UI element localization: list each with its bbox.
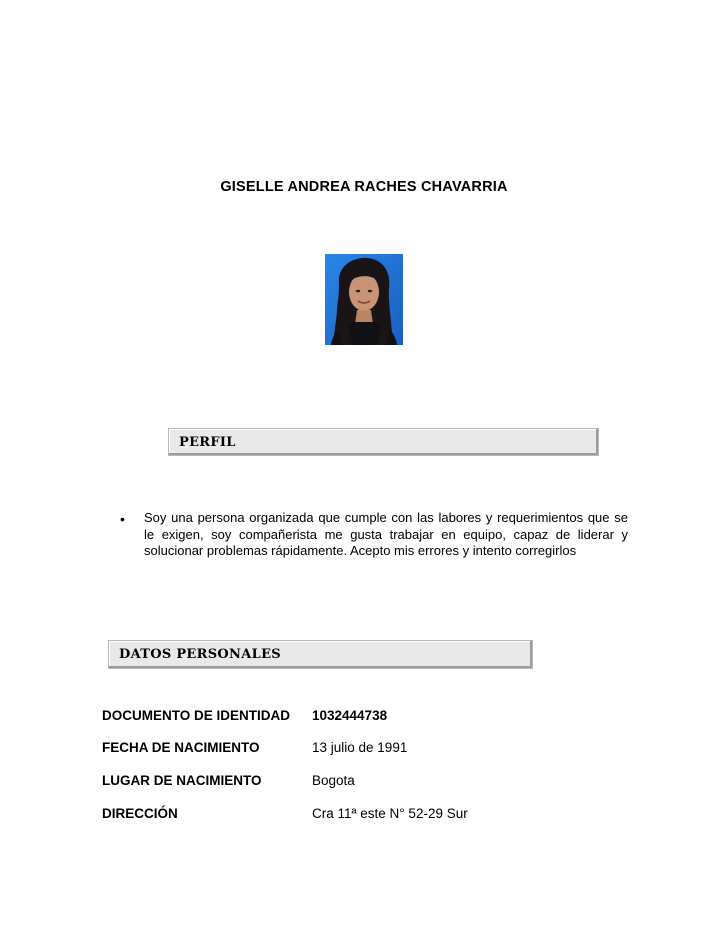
row-value: Cra 11ª este N° 52-29 Sur	[312, 806, 468, 821]
list-item: Soy una persona organizada que cumple con las labores y requerimientos que se le exigen, soy compañerista me gusta trabajar en equipo, capaz de liderar y solucionar problemas rápidamente. Acepto mis errores y intento corregirlos	[144, 510, 628, 558]
portrait-icon	[325, 254, 403, 345]
row-value: Bogota	[312, 773, 355, 788]
row-label: DIRECCIÓN	[102, 806, 178, 821]
bullet-icon: •	[120, 511, 125, 527]
row-label: LUGAR DE NACIMIENTO	[102, 773, 262, 788]
row-label: FECHA DE NACIMIENTO	[102, 740, 260, 755]
perfil-section-header	[168, 428, 599, 456]
row-value: 1032444738	[312, 708, 388, 723]
perfil-title: PERFIL	[179, 434, 236, 450]
resume-name: GISELLE ANDREA RACHES CHAVARRIA	[220, 179, 508, 195]
datos-section-header	[108, 640, 533, 669]
row-value: 13 julio de 1991	[312, 740, 408, 755]
row-label: DOCUMENTO DE IDENTIDAD	[102, 708, 291, 723]
perfil-bullet-list	[120, 510, 628, 560]
profile-photo	[325, 254, 403, 345]
datos-title: DATOS PERSONALES	[119, 647, 281, 662]
